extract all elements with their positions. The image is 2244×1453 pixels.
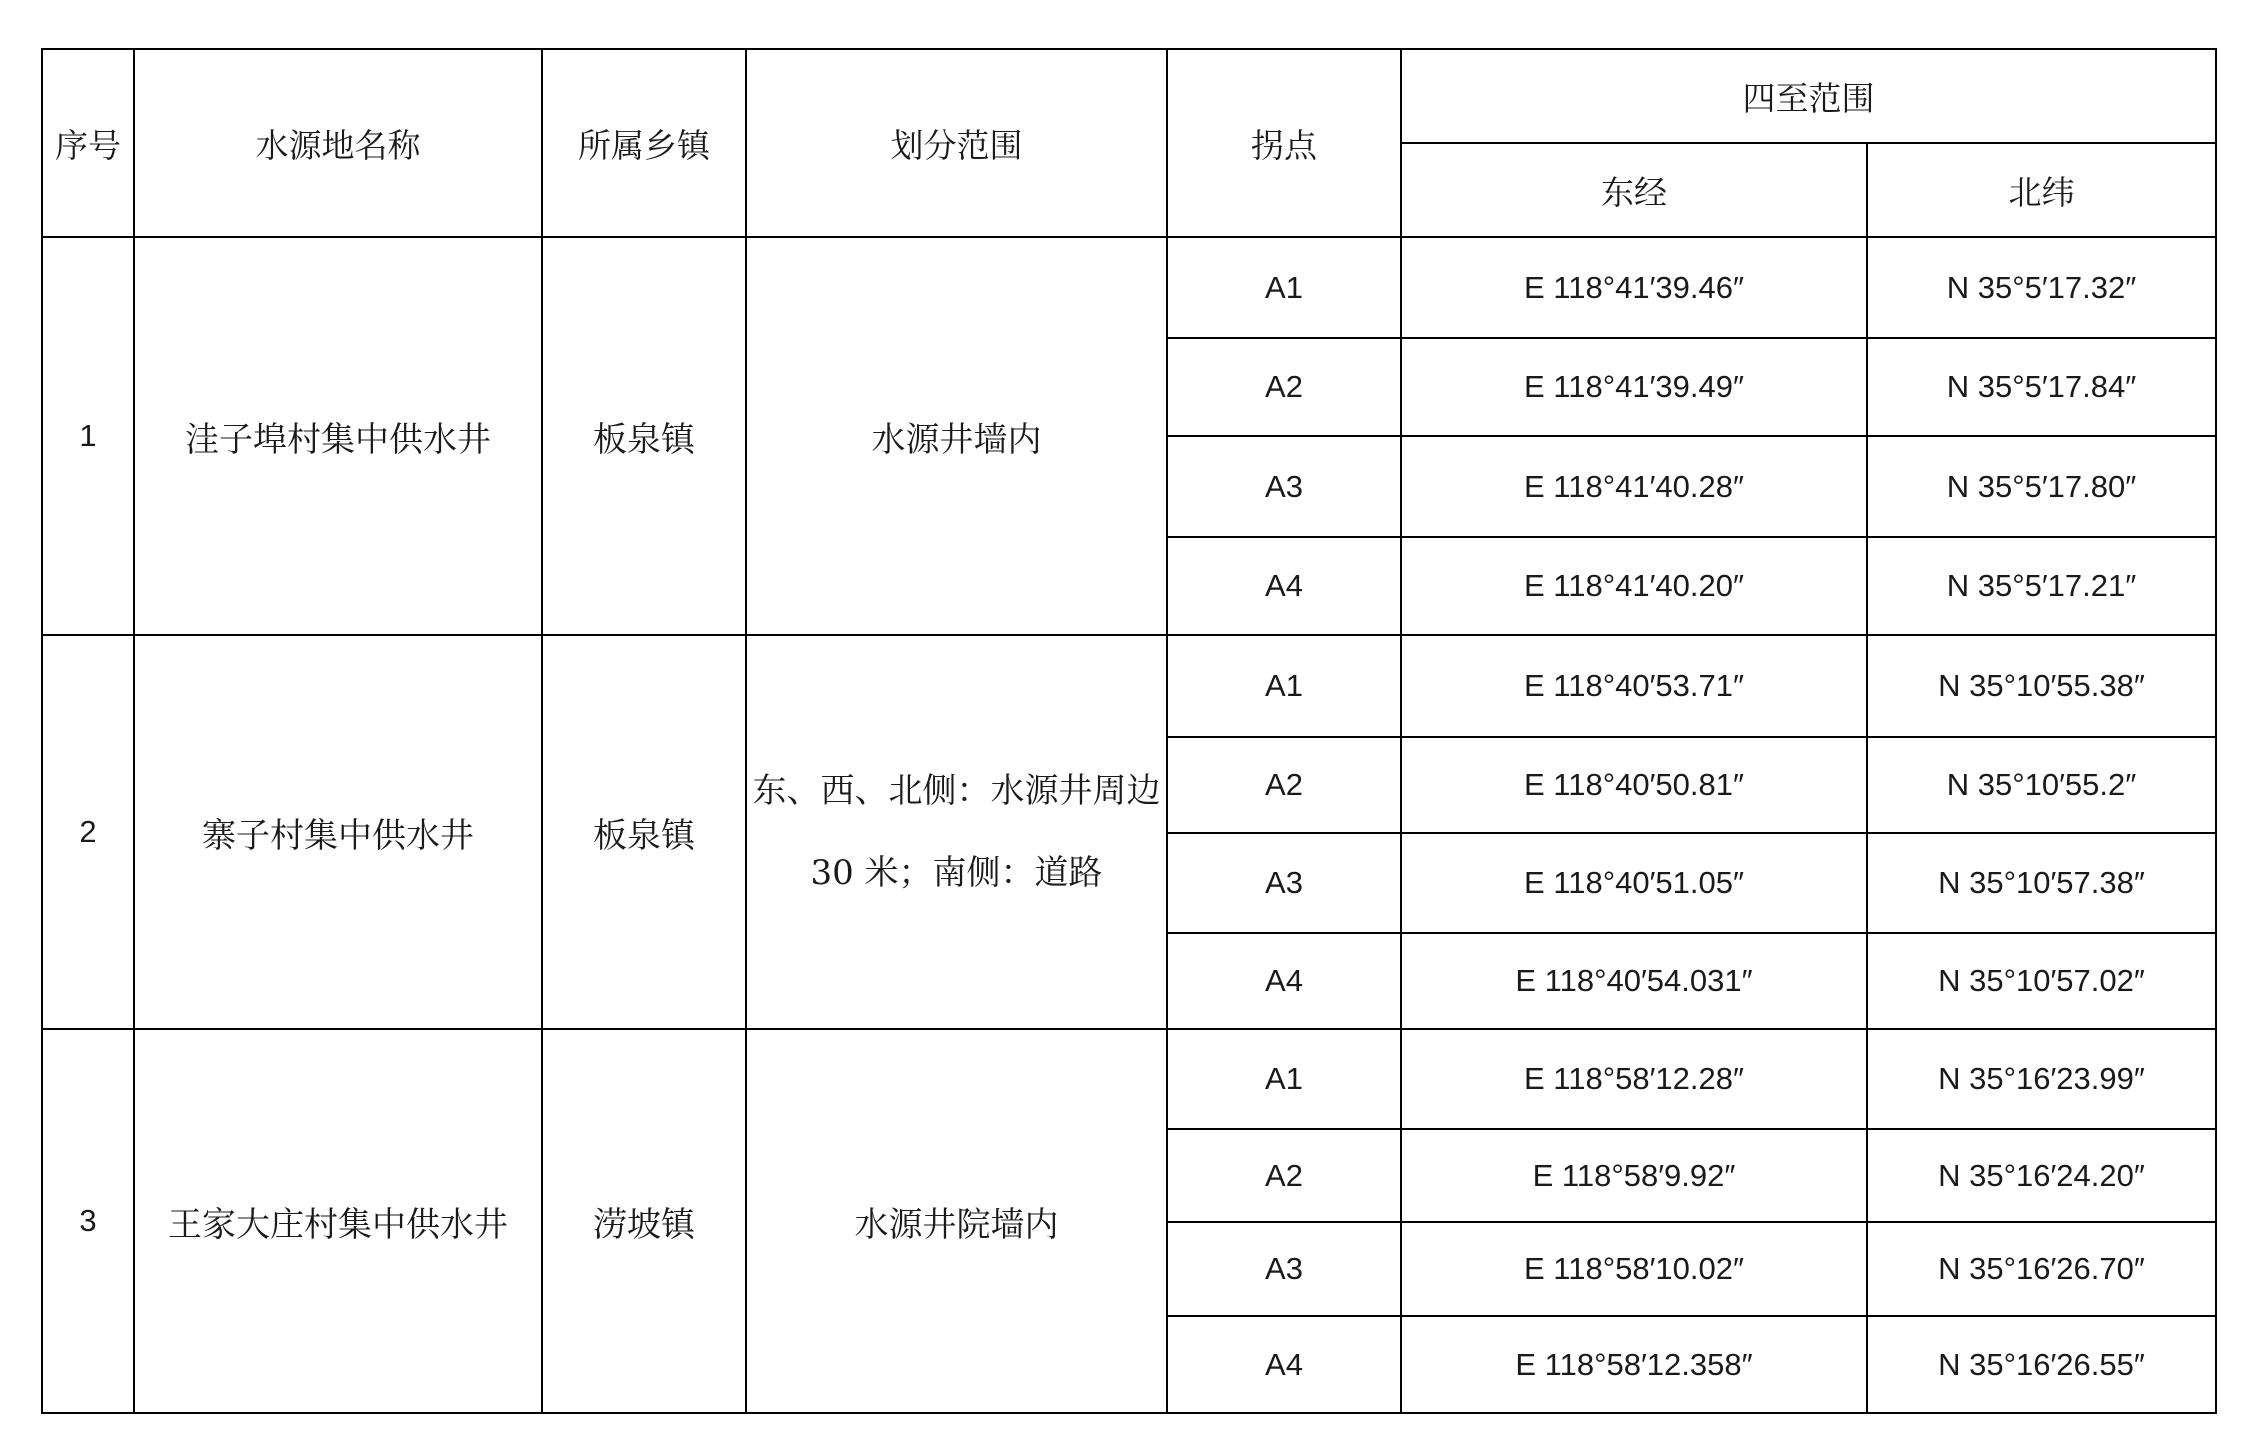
- row-name: 洼子埠村集中供水井: [134, 237, 542, 635]
- point-east: E 118°40′54.031″: [1401, 933, 1867, 1029]
- table-row: [42, 635, 2216, 737]
- point-id: A1: [1167, 635, 1401, 737]
- point-north: N 35°5′17.84″: [1867, 338, 2216, 436]
- point-north: N 35°10′55.38″: [1867, 635, 2216, 737]
- header-township: 所属乡镇: [542, 49, 746, 237]
- table-row: [42, 237, 2216, 338]
- point-id: A3: [1167, 1222, 1401, 1316]
- point-east: E 118°40′50.81″: [1401, 737, 1867, 833]
- header-bounds: 四至范围: [1401, 49, 2216, 143]
- point-east: E 118°58′10.02″: [1401, 1222, 1867, 1316]
- header-name: 水源地名称: [134, 49, 542, 237]
- row-seq: 2: [42, 635, 134, 1029]
- row-name: 寨子村集中供水井: [134, 635, 542, 1029]
- point-east: E 118°58′12.28″: [1401, 1029, 1867, 1129]
- row-township: 板泉镇: [542, 237, 746, 635]
- point-east: E 118°40′51.05″: [1401, 833, 1867, 933]
- point-id: A2: [1167, 338, 1401, 436]
- point-id: A4: [1167, 933, 1401, 1029]
- point-east: E 118°58′9.92″: [1401, 1129, 1867, 1222]
- header-north: 北纬: [1867, 143, 2216, 237]
- row-township: 涝坡镇: [542, 1029, 746, 1413]
- point-north: N 35°16′23.99″: [1867, 1029, 2216, 1129]
- header-east: 东经: [1401, 143, 1867, 237]
- point-north: N 35°10′57.38″: [1867, 833, 2216, 933]
- row-name: 王家大庄村集中供水井: [134, 1029, 542, 1413]
- point-north: N 35°16′26.55″: [1867, 1316, 2216, 1413]
- table-row: [42, 1029, 2216, 1129]
- point-id: A3: [1167, 436, 1401, 537]
- water-source-table: [41, 48, 2217, 1414]
- row-seq: 3: [42, 1029, 134, 1413]
- point-east: E 118°41′40.28″: [1401, 436, 1867, 537]
- point-east: E 118°41′39.46″: [1401, 237, 1867, 338]
- point-east: E 118°41′40.20″: [1401, 537, 1867, 635]
- row-range: 水源井院墙内: [746, 1029, 1167, 1413]
- point-north: N 35°5′17.21″: [1867, 537, 2216, 635]
- point-id: A1: [1167, 1029, 1401, 1129]
- point-north: N 35°10′55.2″: [1867, 737, 2216, 833]
- row-township: 板泉镇: [542, 635, 746, 1029]
- point-id: A4: [1167, 1316, 1401, 1413]
- row-range: 水源井墙内: [746, 237, 1167, 635]
- point-north: N 35°10′57.02″: [1867, 933, 2216, 1029]
- point-east: E 118°40′53.71″: [1401, 635, 1867, 737]
- point-id: A1: [1167, 237, 1401, 338]
- row-seq: 1: [42, 237, 134, 635]
- point-north: N 35°16′26.70″: [1867, 1222, 2216, 1316]
- point-id: A4: [1167, 537, 1401, 635]
- point-east: E 118°41′39.49″: [1401, 338, 1867, 436]
- point-id: A3: [1167, 833, 1401, 933]
- point-north: N 35°5′17.80″: [1867, 436, 2216, 537]
- header-point: 拐点: [1167, 49, 1401, 237]
- point-east: E 118°58′12.358″: [1401, 1316, 1867, 1413]
- header-seq: 序号: [42, 49, 134, 237]
- point-north: N 35°5′17.32″: [1867, 237, 2216, 338]
- point-id: A2: [1167, 737, 1401, 833]
- point-north: N 35°16′24.20″: [1867, 1129, 2216, 1222]
- row-range: 东、西、北侧：水源井周边 30 米；南侧：道路: [746, 635, 1167, 1029]
- header-range: 划分范围: [746, 49, 1167, 237]
- point-id: A2: [1167, 1129, 1401, 1222]
